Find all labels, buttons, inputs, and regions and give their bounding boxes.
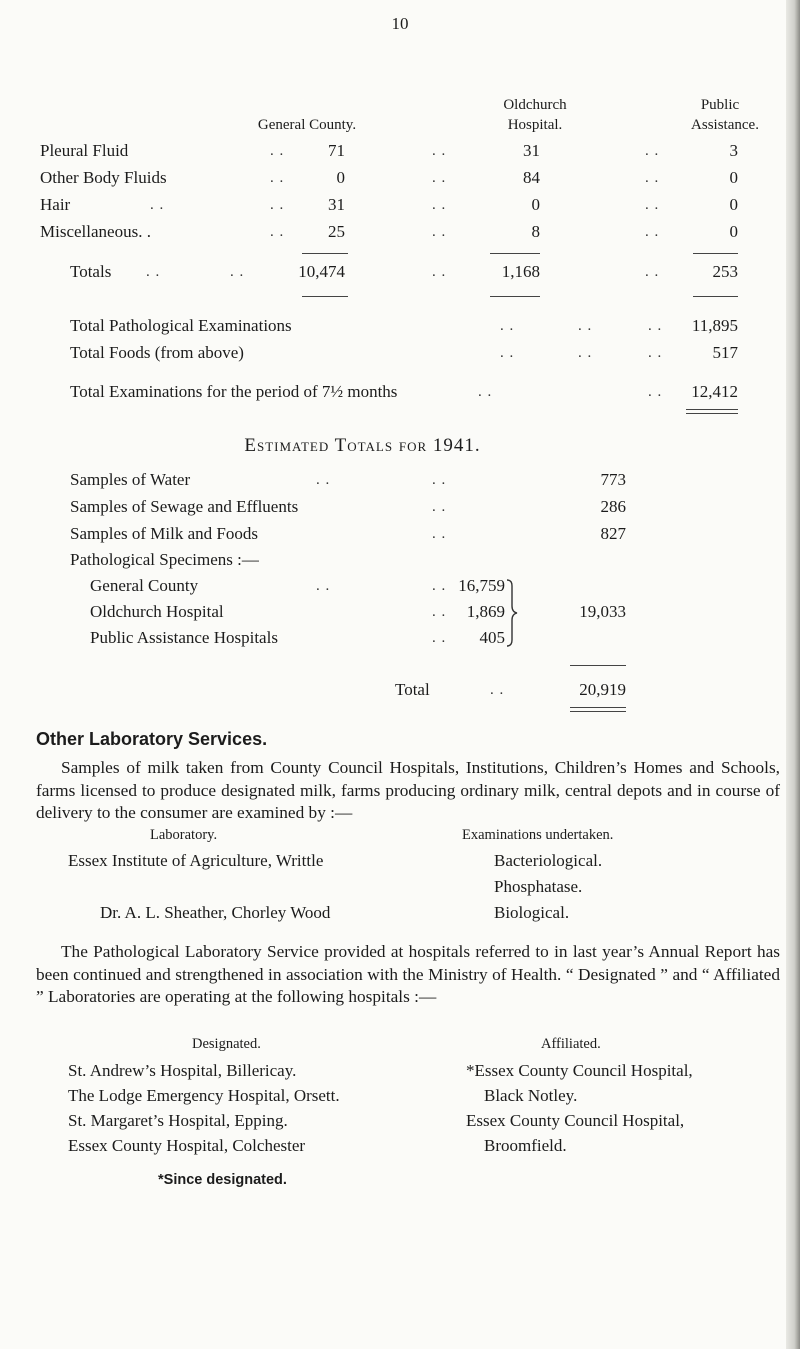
leader-dots: . . [432,499,447,515]
totals-general: 10,474 [298,262,345,281]
estimated-label-water: Samples of Water [70,470,191,489]
leader-dots: . . [150,197,165,213]
leader-dots: . . [432,264,447,280]
affiliated-item: Broomfield. [484,1136,567,1155]
designated-item: St. Andrew’s Hospital, Billericay. [68,1061,297,1080]
leader-dots: . . [645,264,660,280]
leader-dots: . . [432,472,447,488]
leader-dots: . . [478,384,493,400]
examinations-heading: Examinations undertaken. [462,827,614,843]
sub-value-general-county: 16,759 [458,576,505,595]
lab-writtle: Essex Institute of Agriculture, Writtle [68,851,324,870]
estimated-total-label: Total [395,680,430,699]
sub-label-public-assistance: Public Assistance Hospitals [90,628,278,647]
right-brace [505,578,519,648]
leader-dots: . . [578,318,593,334]
estimated-value-sewage: 286 [600,497,626,516]
affiliated-item: *Essex County Council Hospital, [466,1061,693,1080]
rule-estimated [570,665,626,666]
cell-general: 71 [328,141,345,160]
designated-heading: Designated. [192,1036,261,1052]
leader-dots: . . [490,682,505,698]
summary-label-foods: Total Foods (from above) [70,343,244,362]
sub-label-oldchurch: Oldchurch Hospital [90,602,224,621]
affiliated-heading: Affiliated. [541,1036,601,1052]
rule-oldchurch [490,253,540,254]
leader-dots: . . [432,143,447,159]
estimated-total-value: 20,919 [579,680,626,699]
cell-public: 3 [729,141,738,160]
affiliated-item: Essex County Council Hospital, [466,1111,685,1130]
sub-label-general-county: General County [90,576,199,595]
header-public-line1: Public [700,97,740,113]
header-public-line2: Assistance. [691,117,759,133]
cell-general: 25 [328,222,345,241]
row-label-miscellaneous: Miscellaneous. . [40,222,151,241]
leader-dots: . . [270,197,285,213]
header-oldchurch-line2: Hospital. [507,117,563,133]
cell-oldchurch: 31 [523,141,540,160]
double-rule-estimated [570,707,626,712]
sub-value-oldchurch: 1,869 [466,602,505,621]
totals-oldchurch: 1,168 [501,262,540,281]
leader-dots: . . [432,197,447,213]
rule-general-below [302,296,348,297]
leader-dots: . . [648,384,663,400]
estimated-label-milk: Samples of Milk and Foods [70,524,258,543]
leader-dots: . . [432,630,447,646]
estimated-value-water: 773 [600,470,626,489]
exam-phosphatase: Phosphatase. [494,877,583,896]
leader-dots: . . [500,318,515,334]
cell-general: 0 [336,168,345,187]
designated-item: St. Margaret’s Hospital, Epping. [68,1111,288,1130]
period-total-label: Total Examinations for the period of 7½ months [70,382,398,401]
estimated-heading: Estimated Totals for 1941. [244,435,481,456]
cell-oldchurch: 84 [523,168,540,187]
summary-label-pathological: Total Pathological Examinations [70,316,292,335]
affiliated-item: Black Notley. [484,1086,578,1105]
lab-sheather: Dr. A. L. Sheather, Chorley Wood [100,903,331,922]
laboratory-heading: Laboratory. [150,827,218,843]
leader-dots: . . [648,345,663,361]
footnote: *Since designated. [158,1172,287,1188]
row-label-other-body-fluids: Other Body Fluids [40,168,167,187]
period-total-value: 12,412 [691,382,738,401]
leader-dots: . . [316,578,331,594]
leader-dots: . . [645,143,660,159]
leader-dots: . . [270,170,285,186]
estimated-value-milk: 827 [600,524,626,543]
leader-dots: . . [432,224,447,240]
sub-value-public-assistance: 405 [479,628,505,647]
cell-general: 31 [328,195,345,214]
rule-public [693,253,738,254]
rule-oldchurch-below [490,296,540,297]
cell-oldchurch: 0 [531,195,540,214]
exam-bacteriological: Bacteriological. [494,851,603,870]
leader-dots: . . [645,197,660,213]
leader-dots: . . [270,143,285,159]
cell-public: 0 [729,168,738,187]
exam-biological: Biological. [494,903,570,922]
page-edge-shadow [786,0,800,1349]
rule-public-below [693,296,738,297]
double-rule [686,409,738,414]
row-label-hair: Hair [40,195,71,214]
leader-dots: . . [648,318,663,334]
leader-dots: . . [146,264,161,280]
sub-total-value: 19,033 [579,602,626,621]
rule-general [302,253,348,254]
leader-dots: . . [645,224,660,240]
paragraph-milk-samples: Samples of milk taken from County Council Hospitals, Institutions, Children’s Homes and Schools, farms licensed to produce designated milk, farms producing ordinary milk, central depots and in course of delivery to the consumer are examined by :— [36,758,780,822]
leader-dots: . . [270,224,285,240]
leader-dots: . . [230,264,245,280]
cell-oldchurch: 8 [531,222,540,241]
section-title: Other Laboratory Services. [36,729,268,749]
cell-public: 0 [729,222,738,241]
summary-value-foods: 517 [712,343,738,362]
totals-public: 253 [712,262,738,281]
page-number: 10 [391,14,409,33]
leader-dots: . . [432,526,447,542]
leader-dots: . . [316,472,331,488]
paragraph-pathological-service: The Pathological Laboratory Service provided at hospitals referred to in last year’s Annual Report has been continued and strengthened in association with the Ministry of Health. “ Designated ” and “ Affiliated ” Laboratories are operating at the following hospitals :— [36,942,780,1006]
leader-dots: . . [578,345,593,361]
leader-dots: . . [432,604,447,620]
pathological-specimens-label: Pathological Specimens :— [70,550,259,569]
row-label-pleural-fluid: Pleural Fluid [40,141,129,160]
cell-public: 0 [729,195,738,214]
leader-dots: . . [432,578,447,594]
leader-dots: . . [500,345,515,361]
leader-dots: . . [432,170,447,186]
designated-item: The Lodge Emergency Hospital, Orsett. [68,1086,340,1105]
summary-value-pathological: 11,895 [691,316,738,335]
header-oldchurch-line1: Oldchurch [503,97,567,113]
totals-label: Totals [70,262,112,281]
header-general-county: General County. [257,117,357,133]
leader-dots: . . [645,170,660,186]
designated-item: Essex County Hospital, Colchester [68,1136,306,1155]
estimated-label-sewage: Samples of Sewage and Effluents [70,497,299,516]
